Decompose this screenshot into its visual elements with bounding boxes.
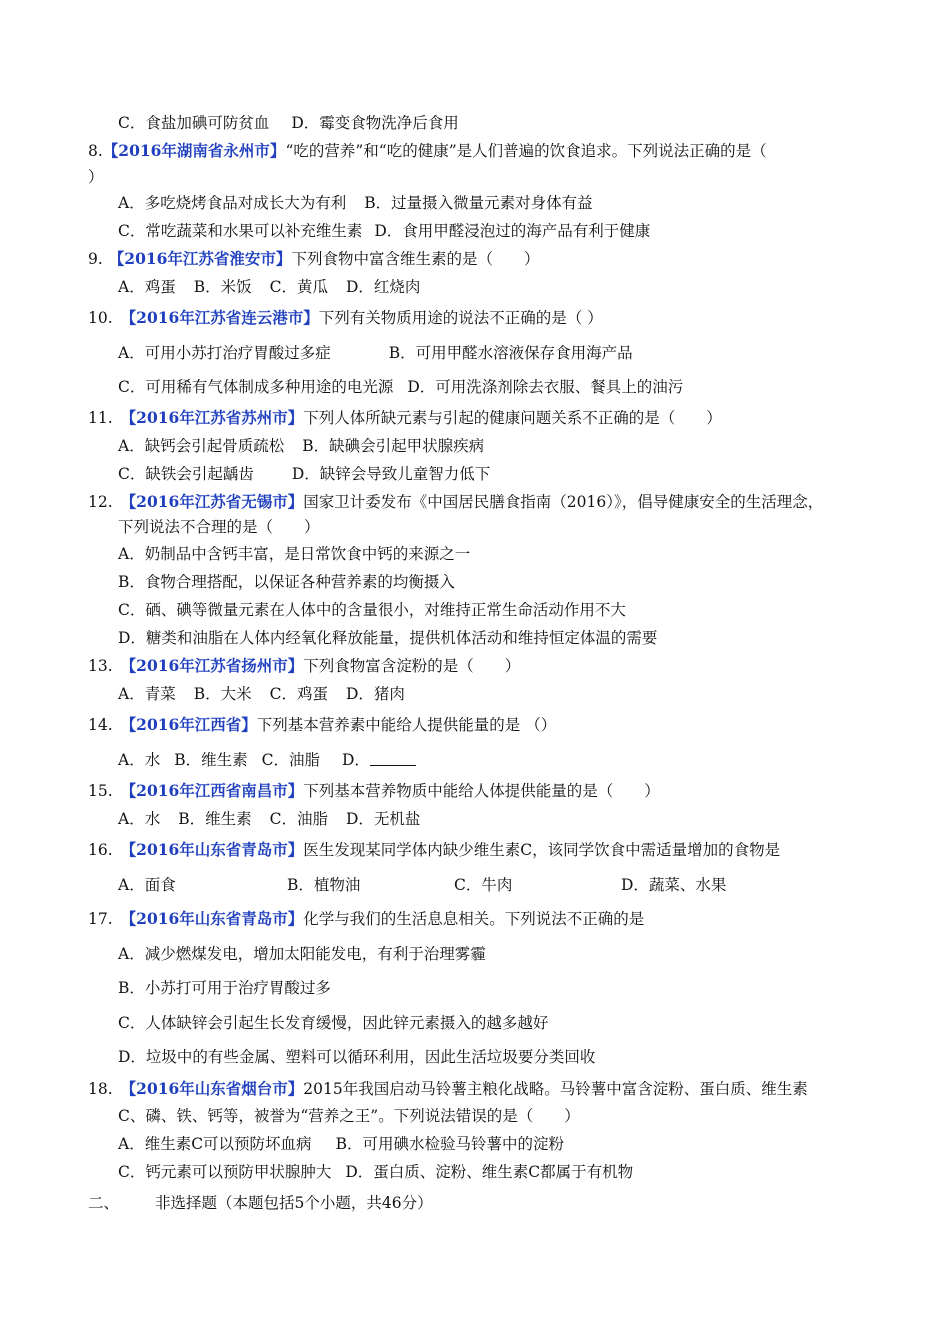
option-c: C．牛肉 bbox=[454, 876, 513, 894]
option-c: C．食盐加碘可防贫血 bbox=[118, 114, 270, 132]
option-d: D．无机盐 bbox=[345, 810, 421, 828]
question-10 bbox=[88, 308, 603, 328]
option-a: A．水 bbox=[118, 810, 161, 828]
option-c: C．油脂 bbox=[269, 810, 328, 828]
question-16 bbox=[88, 840, 780, 860]
option-row bbox=[118, 221, 650, 241]
option-b: B．维生素 bbox=[178, 810, 252, 828]
option-row bbox=[118, 809, 420, 829]
option-a: A．减少燃煤发电，增加太阳能发电，有利于治理雾霾 bbox=[118, 945, 486, 963]
option-d: D．食用甲醛浸泡过的海产品有利于健康 bbox=[374, 222, 651, 240]
question-number: 11. bbox=[88, 409, 113, 427]
option-a: A．可用小苏打治疗胃酸过多症 bbox=[118, 344, 331, 362]
option-d: D．霉变食物洗净后食用 bbox=[291, 114, 459, 132]
question-text: 国家卫计委发布《中国居民膳食指南（2016）》，倡导健康安全的生活理念， bbox=[303, 493, 824, 511]
option-d: D．蛋白质、淀粉、维生素C都属于有机物 bbox=[345, 1163, 634, 1181]
option-d: D．蔬菜、水果 bbox=[621, 876, 727, 894]
option-d: D．红烧肉 bbox=[345, 278, 421, 296]
option-a: A．面食 bbox=[118, 876, 176, 894]
question-number: 17. bbox=[88, 910, 113, 928]
question-number: 14. bbox=[88, 716, 113, 734]
question-8 bbox=[88, 141, 767, 161]
answer-blank bbox=[370, 751, 416, 766]
option-row bbox=[118, 750, 416, 770]
option-c: C．油脂 bbox=[261, 751, 320, 769]
question-text: “吃的营养”和“吃的健康”是人们普遍的饮食追求。下列说法正确的是（ bbox=[285, 142, 767, 160]
question-text: 下列基本营养素中能给人提供能量的是 （） bbox=[256, 716, 557, 734]
option-row bbox=[118, 684, 405, 704]
option-b: B．小苏打可用于治疗胃酸过多 bbox=[118, 979, 331, 997]
question-number: 18. bbox=[88, 1080, 113, 1098]
option-a: A．青菜 bbox=[118, 685, 176, 703]
option-c: C．常吃蔬菜和水果可以补充维生素 bbox=[118, 222, 363, 240]
option-c: C．钙元素可以预防甲状腺肿大 bbox=[118, 1163, 332, 1181]
option-b: B．可用甲醛水溶液保存食用海产品 bbox=[388, 344, 633, 362]
option-b: B．缺碘会引起甲状腺疾病 bbox=[302, 437, 485, 455]
question-source: 【2016年江西省】 bbox=[120, 715, 257, 734]
option-row bbox=[118, 113, 459, 133]
option-row bbox=[118, 1162, 633, 1182]
question-17 bbox=[88, 909, 644, 929]
option-b: B．米饭 bbox=[193, 278, 252, 296]
question-source: 【2016年山东省青岛市】 bbox=[120, 840, 304, 859]
question-13 bbox=[88, 656, 520, 676]
question-source: 【2016年江苏省苏州市】 bbox=[120, 408, 304, 427]
question-12-cont: 下列说法不合理的是（ ） bbox=[118, 518, 320, 536]
question-14 bbox=[88, 715, 556, 735]
question-number: 10. bbox=[88, 309, 113, 327]
option-row bbox=[118, 436, 484, 456]
question-number: 16. bbox=[88, 841, 113, 859]
option-b: B．维生素 bbox=[174, 751, 248, 769]
option-a: A．鸡蛋 bbox=[118, 278, 176, 296]
question-text: 化学与我们的生活息息相关。下列说法不正确的是 bbox=[303, 910, 645, 928]
option-d: D．可用洗涤剂除去衣服、餐具上的油污 bbox=[407, 378, 684, 396]
question-8-cont: ） bbox=[88, 168, 104, 186]
option-d: D．猪肉 bbox=[345, 685, 405, 703]
question-18-cont: C、磷、铁、钙等，被誉为“营养之王”。下列说法错误的是（ ） bbox=[118, 1107, 580, 1125]
question-source: 【2016年湖南省永州市】 bbox=[102, 141, 286, 160]
section-number: 二、 bbox=[88, 1194, 120, 1212]
question-source: 【2016年江西省南昌市】 bbox=[120, 781, 304, 800]
question-text: 下列人体所缺元素与引起的健康问题关系不正确的是（ ） bbox=[303, 409, 722, 427]
section-title: 非选择题（本题包括5个小题，共46分） bbox=[155, 1194, 433, 1212]
option-row bbox=[118, 343, 633, 363]
option-row bbox=[118, 277, 420, 297]
question-source: 【2016年江苏省无锡市】 bbox=[120, 492, 304, 511]
question-text: 下列有关物质用途的说法不正确的是（ ） bbox=[318, 309, 603, 327]
option-a: A．奶制品中含钙丰富，是日常饮食中钙的来源之一 bbox=[118, 545, 471, 563]
option-d: D． bbox=[341, 751, 370, 769]
question-text: 医生发现某同学体内缺少维生素C，该同学饮食中需适量增加的食物是 bbox=[303, 841, 781, 859]
question-number: 9. bbox=[88, 250, 103, 268]
option-a: A．水 bbox=[118, 751, 161, 769]
question-source: 【2016年山东省青岛市】 bbox=[120, 909, 304, 928]
question-number: 13. bbox=[88, 657, 113, 675]
section-heading bbox=[88, 1193, 433, 1213]
option-c: C．人体缺锌会引起生长发育缓慢，因此锌元素摄入的越多越好 bbox=[118, 1014, 549, 1032]
question-source: 【2016年江苏省连云港市】 bbox=[120, 308, 319, 327]
question-number: 8. bbox=[88, 142, 103, 160]
option-a: A．缺钙会引起骨质疏松 bbox=[118, 437, 285, 455]
question-text: 下列食物富含淀粉的是（ ） bbox=[303, 657, 521, 675]
question-9 bbox=[88, 249, 539, 269]
option-c: C．鸡蛋 bbox=[269, 685, 328, 703]
question-18 bbox=[88, 1079, 808, 1099]
option-c: C．黄瓜 bbox=[269, 278, 328, 296]
option-row bbox=[118, 1134, 564, 1154]
option-c: C．硒、碘等微量元素在人体中的含量很小，对维持正常生命活动作用不大 bbox=[118, 601, 626, 619]
question-12 bbox=[88, 492, 823, 512]
option-c: C．可用稀有气体制成多种用途的电光源 bbox=[118, 378, 394, 396]
question-number: 15. bbox=[88, 782, 113, 800]
option-a: A．维生素C可以预防坏血病 bbox=[118, 1135, 312, 1153]
question-15 bbox=[88, 781, 660, 801]
option-row bbox=[118, 193, 593, 213]
question-text: 2015年我国启动马铃薯主粮化战略。马铃薯中富含淀粉、蛋白质、维生素 bbox=[303, 1080, 808, 1098]
option-row bbox=[118, 464, 490, 484]
option-b: B．植物油 bbox=[287, 876, 361, 894]
option-b: B．可用碘水检验马铃薯中的淀粉 bbox=[335, 1135, 564, 1153]
question-source: 【2016年江苏省扬州市】 bbox=[120, 656, 304, 675]
question-text: 下列食物中富含维生素的是（ ） bbox=[291, 250, 540, 268]
question-number: 12. bbox=[88, 493, 113, 511]
option-a: A．多吃烧烤食品对成长大为有利 bbox=[118, 194, 347, 212]
option-row bbox=[118, 377, 683, 397]
question-text: 下列基本营养物质中能给人体提供能量的是（ ） bbox=[303, 782, 660, 800]
option-c: C．缺铁会引起龋齿 bbox=[118, 465, 254, 483]
option-d: D．垃圾中的有些金属、塑料可以循环利用，因此生活垃圾要分类回收 bbox=[118, 1048, 596, 1066]
question-source: 【2016年山东省烟台市】 bbox=[120, 1079, 304, 1098]
question-11 bbox=[88, 408, 722, 428]
option-d: D．缺锌会导致儿童智力低下 bbox=[291, 465, 491, 483]
option-b: B．食物合理搭配，以保证各种营养素的均衡摄入 bbox=[118, 573, 455, 591]
option-b: B．过量摄入微量元素对身体有益 bbox=[364, 194, 593, 212]
option-d: D．糖类和油脂在人体内经氧化释放能量，提供机体活动和维持恒定体温的需要 bbox=[118, 629, 658, 647]
question-source: 【2016年江苏省淮安市】 bbox=[108, 249, 292, 268]
option-b: B．大米 bbox=[193, 685, 252, 703]
